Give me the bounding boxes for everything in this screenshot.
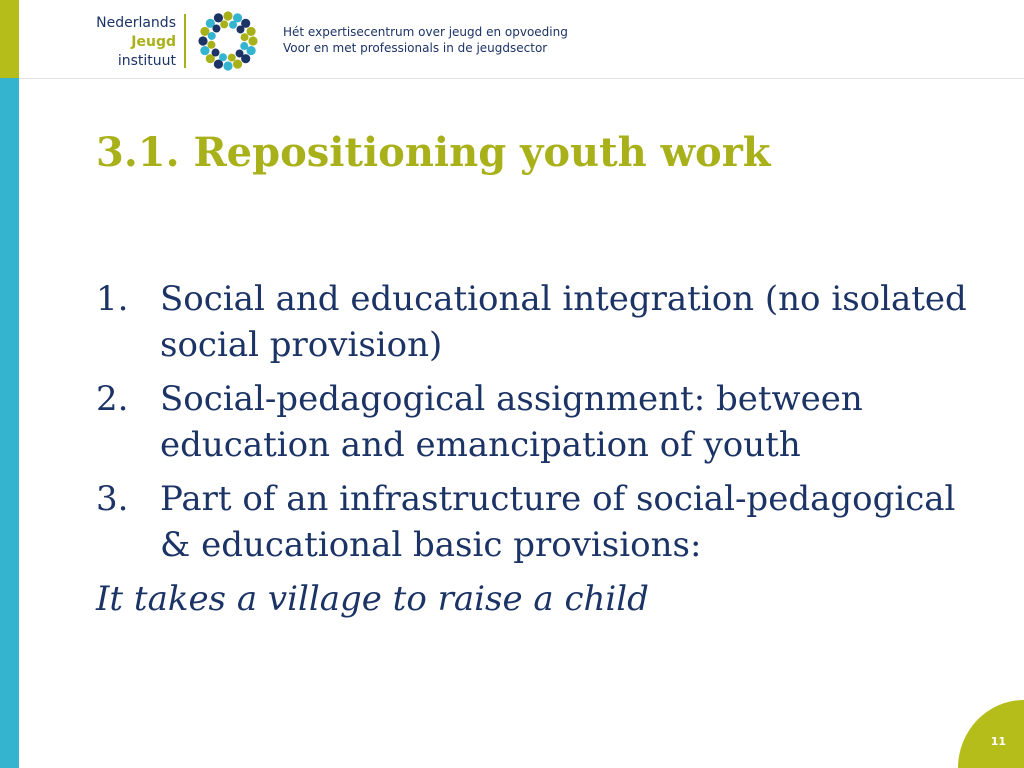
logo-emblem-icon (197, 10, 259, 72)
side-bar-green (0, 0, 19, 78)
list-item (96, 376, 976, 468)
list-item-text: Social-pedagogical assignment: between education and emancipation of youth (160, 379, 863, 465)
list-item-number: 3. (96, 479, 129, 519)
logo-wordmark (96, 14, 176, 71)
numbered-list (96, 276, 976, 568)
page-corner-tab (958, 700, 1024, 768)
header-divider (19, 78, 1024, 79)
list-item-number: 1. (96, 279, 129, 319)
tagline-line-2: Voor en met professionals in de jeugdsector (283, 41, 548, 55)
list-item (96, 476, 976, 568)
slide-content (96, 276, 976, 622)
list-item-number: 2. (96, 379, 129, 419)
logo-line-3: instituut (117, 53, 176, 69)
list-item-text: Social and educational integration (no isolated social provision) (160, 279, 967, 365)
list-item (96, 276, 976, 368)
list-item-text: Part of an infrastructure of social-pedagogical & educational basic provisions: (160, 479, 956, 565)
tagline-line-1: Hét expertisecentrum over jeugd en opvoeding (283, 25, 568, 39)
slide-quote: It takes a village to raise a child (96, 579, 649, 619)
slide-title: 3.1. Repositioning youth work (96, 129, 771, 176)
logo-line-1: Nederlands (96, 15, 176, 31)
side-bar-blue (0, 78, 19, 768)
logo-line-2: Jeugd (131, 34, 176, 50)
logo-divider (184, 14, 186, 68)
header-tagline (283, 24, 568, 56)
page-number: 11 (990, 735, 1006, 748)
